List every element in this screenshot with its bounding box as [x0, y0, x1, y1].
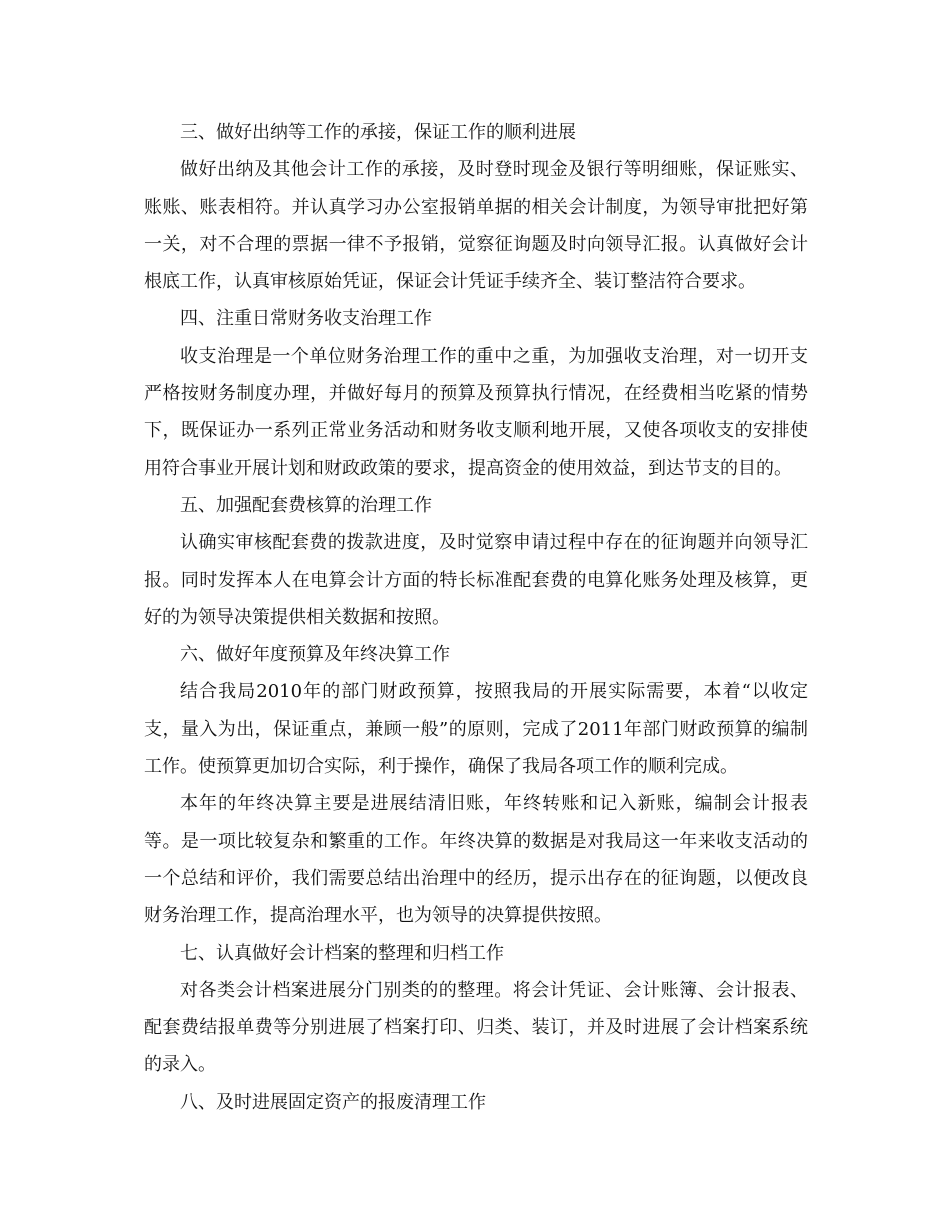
section-heading-8: 八、及时进展固定资产的报废清理工作	[180, 1091, 486, 1113]
section-heading-4: 四、注重日常财务收支治理工作	[180, 308, 432, 330]
section-heading-7: 七、认真做好会计档案的整理和归档工作	[180, 942, 504, 964]
section-heading-3: 三、做好出纳等工作的承接，保证工作的顺利进展	[180, 122, 576, 143]
body-paragraph: 认确实审核配套费的拨款进度，及时觉察申请过程中存在的征询题并向领导汇报。同时发挥本人在电算会计方面的特长标准配套费的电算化账务处理及核算，更好的为领导决策提供相关数据和按照。	[144, 532, 808, 628]
body-paragraph: 做好出纳及其他会计工作的承接，及时登时现金及银行等明细账，保证账实、账账、账表相符。并认真学习办公室报销单据的相关会计制度，为领导审批把好第一关，对不合理的票据一律不予报销，觉察征询题及时向领导汇报。认真做好会计根底工作，认真审核原始凭证，保证会计凭证手续齐全、装订整洁符合要求。	[144, 159, 808, 293]
body-paragraph: 本年的年终决算主要是进展结清旧账，年终转账和记入新账，编制会计报表等。是一项比较复杂和繁重的工作。年终决算的数据是对我局这一年来收支活动的一个总结和评价，我们需要总结出治理中的经历，提示出存在的征询题，以便改良财务治理工作，提高治理水平，也为领导的决算提供按照。	[144, 793, 808, 927]
section-heading-6: 六、做好年度预算及年终决算工作	[180, 644, 450, 666]
section-heading-5: 五、加强配套费核算的治理工作	[180, 494, 432, 516]
body-paragraph: 对各类会计档案进展分门别类的的整理。将会计凭证、会计账簿、会计报表、配套费结报单费等分别进展了档案打印、归类、装订，并及时进展了会计档案系统的录入。	[144, 979, 808, 1076]
body-paragraph: 收支治理是一个单位财务治理工作的重中之重，为加强收支治理，对一切开支严格按财务制度办理，并做好每月的预算及预算执行情况，在经费相当吃紧的情势下，既保证办一系列正常业务活动和财务收支顺利地开展，又使各项收支的安排使用符合事业开展计划和财政政策的要求，提高资金的使用效益，到达节支的目的。	[144, 345, 808, 479]
body-paragraph: 结合我局2010年的部门财政预算，按照我局的开展实际需要，本着“以收定支，量入为出，保证重点，兼顾一般”的原则，完成了2011年部门财政预算的编制工作。使预算更加切合实际，利于操作，确保了我局各项工作的顺利完成。	[144, 681, 808, 778]
document-body	[144, 114, 808, 1121]
